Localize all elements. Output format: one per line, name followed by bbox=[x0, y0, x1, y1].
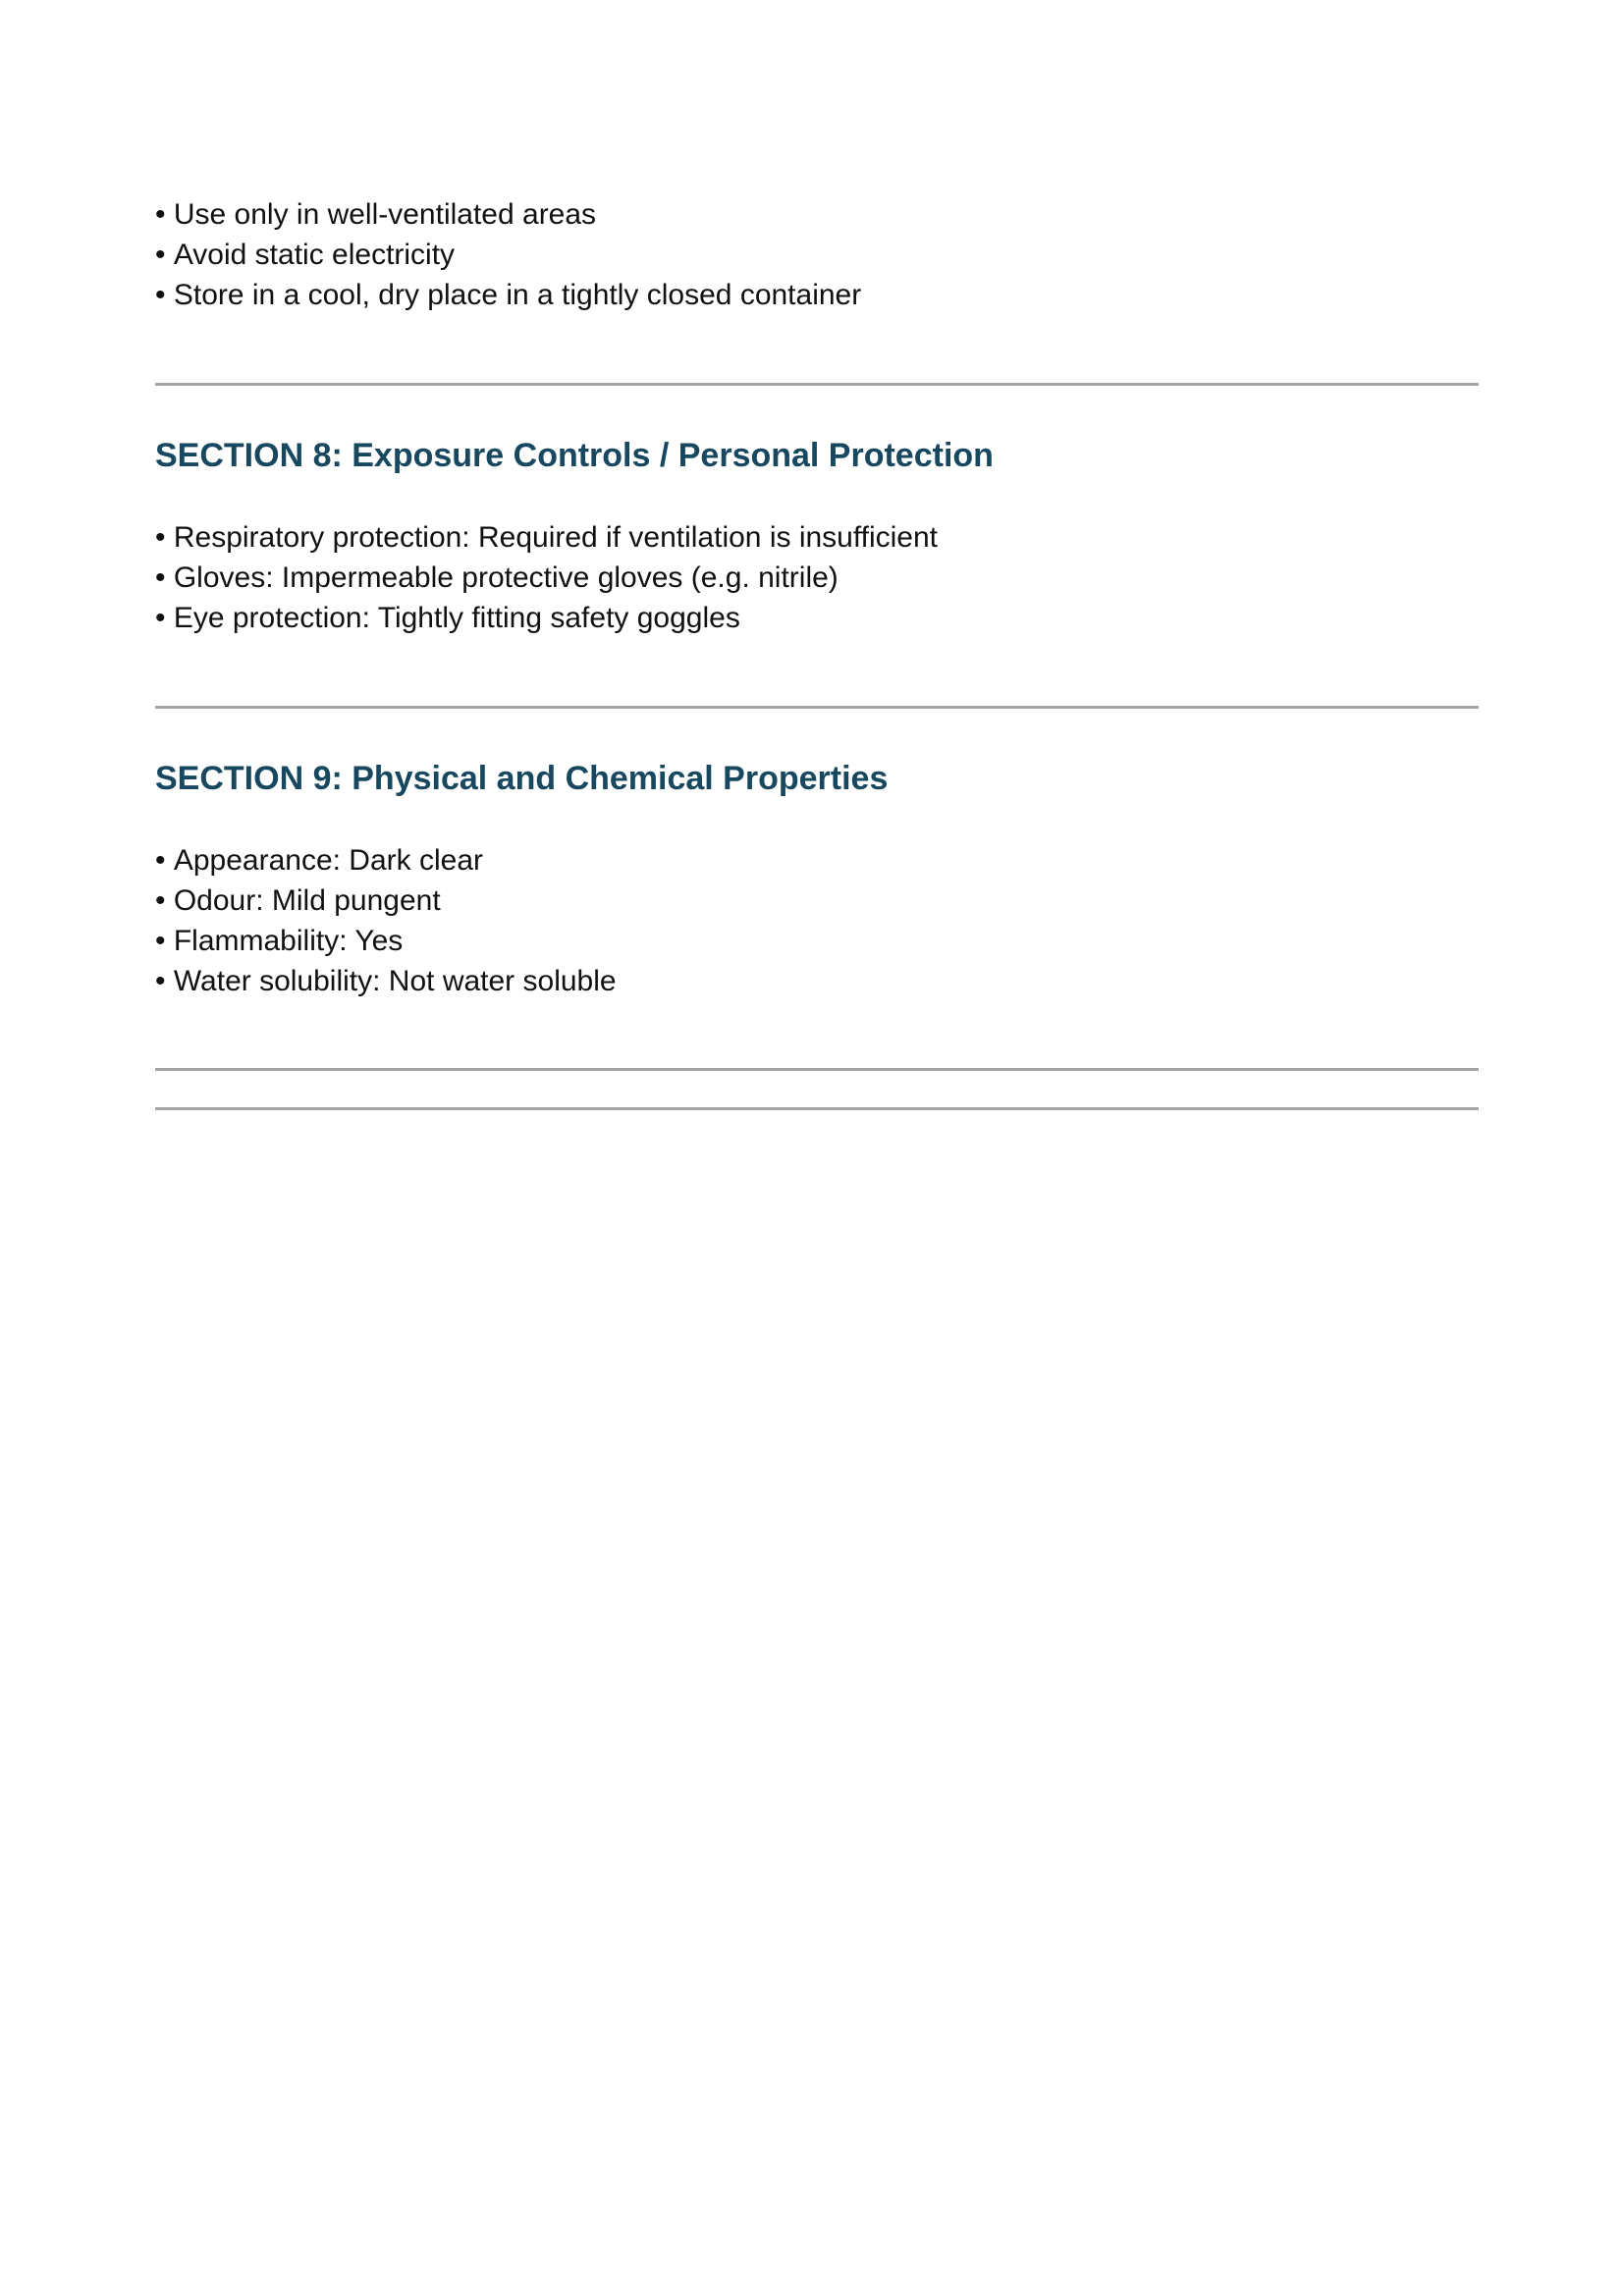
list-item: • Avoid static electricity bbox=[155, 235, 861, 275]
section-8-title: SECTION 8: Exposure Controls / Personal Protection bbox=[155, 437, 994, 474]
list-item: • Odour: Mild pungent bbox=[155, 881, 617, 921]
list-item: • Appearance: Dark clear bbox=[155, 840, 617, 881]
list-item: • Flammability: Yes bbox=[155, 921, 617, 961]
list-item: • Use only in well-ventilated areas bbox=[155, 194, 861, 235]
list-item: • Water solubility: Not water soluble bbox=[155, 961, 617, 1001]
section-divider bbox=[155, 1068, 1479, 1071]
section-9-bullet-list bbox=[155, 840, 617, 1001]
section-8-bullet-list bbox=[155, 517, 938, 638]
section-divider bbox=[155, 383, 1479, 386]
list-item: • Gloves: Impermeable protective gloves (e.g. nitrile) bbox=[155, 558, 938, 598]
section-divider bbox=[155, 706, 1479, 709]
storage-bullet-list bbox=[155, 194, 861, 315]
section-divider bbox=[155, 1107, 1479, 1110]
list-item: • Respiratory protection: Required if ventilation is insufficient bbox=[155, 517, 938, 558]
section-9-title: SECTION 9: Physical and Chemical Properties bbox=[155, 760, 889, 797]
list-item: • Store in a cool, dry place in a tightly closed container bbox=[155, 275, 861, 315]
list-item: • Eye protection: Tightly fitting safety goggles bbox=[155, 598, 938, 638]
